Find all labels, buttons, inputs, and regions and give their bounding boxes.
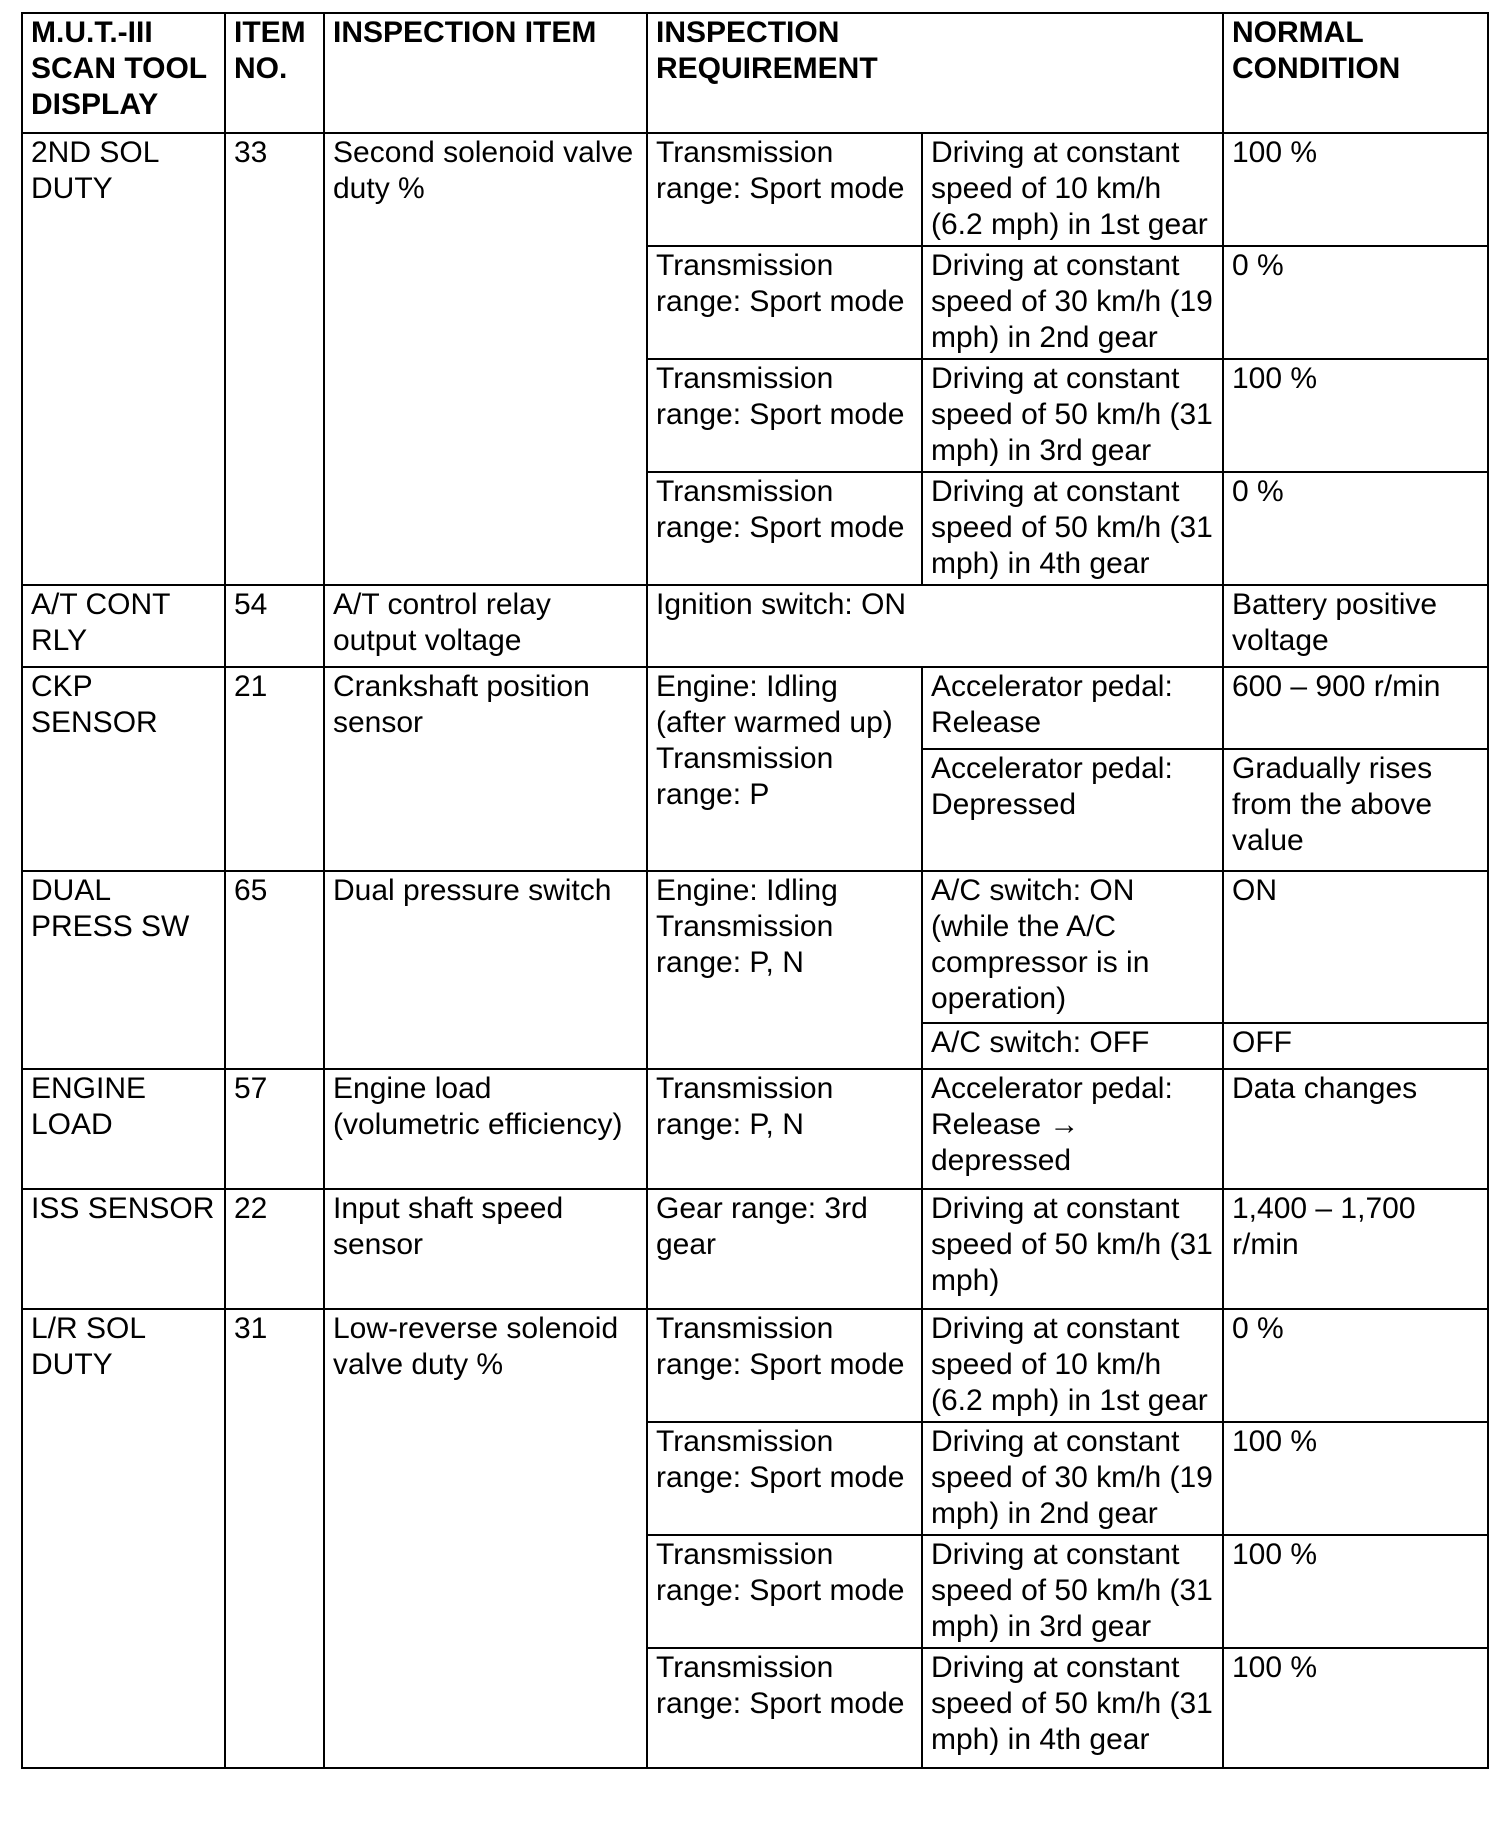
cell-inspection-item: Dual pressure switch	[324, 871, 647, 1069]
cell-inspection-item: Input shaft speed sensor	[324, 1189, 647, 1309]
cell-requirement: Transmission range: Sport mode	[647, 246, 922, 359]
cell-requirement: Engine: Idling (after warmed up) Transmission range: P	[647, 667, 922, 871]
cell-normal-condition: Data changes	[1223, 1069, 1488, 1189]
cell-inspection-item: Low-reverse solenoid valve duty %	[324, 1309, 647, 1768]
cell-display: ENGINE LOAD	[22, 1069, 225, 1189]
cell-normal-condition: Gradually rises from the above value	[1223, 749, 1488, 871]
cell-item-no: 21	[225, 667, 324, 871]
cell-requirement: Engine: Idling Transmission range: P, N	[647, 871, 922, 1069]
cell-normal-condition: 100 %	[1223, 1422, 1488, 1535]
table-row	[22, 1309, 1488, 1422]
cell-requirement: Transmission range: P, N	[647, 1069, 922, 1189]
cell-display: 2ND SOL DUTY	[22, 133, 225, 585]
cell-requirement: Transmission range: Sport mode	[647, 1422, 922, 1535]
cell-condition-detail: Driving at constant speed of 30 km/h (19 mph) in 2nd gear	[922, 1422, 1223, 1535]
cell-item-no: 54	[225, 585, 324, 667]
cell-condition-detail: Driving at constant speed of 50 km/h (31 mph)	[922, 1189, 1223, 1309]
cell-condition-detail: Driving at constant speed of 50 km/h (31 mph) in 4th gear	[922, 1648, 1223, 1768]
cell-display: A/T CONT RLY	[22, 585, 225, 667]
cell-normal-condition: 100 %	[1223, 1535, 1488, 1648]
cell-item-no: 57	[225, 1069, 324, 1189]
cell-normal-condition: 600 – 900 r/min	[1223, 667, 1488, 749]
cell-inspection-item: Crankshaft position sensor	[324, 667, 647, 871]
cell-condition-detail: Driving at constant speed of 30 km/h (19 mph) in 2nd gear	[922, 246, 1223, 359]
cell-item-no: 65	[225, 871, 324, 1069]
cell-normal-condition: OFF	[1223, 1023, 1488, 1069]
cell-normal-condition: 100 %	[1223, 133, 1488, 246]
cell-condition-detail: Driving at constant speed of 10 km/h (6.2 mph) in 1st gear	[922, 133, 1223, 246]
cell-condition-detail: Accelerator pedal: Release	[922, 667, 1223, 749]
cell-requirement: Transmission range: Sport mode	[647, 1648, 922, 1768]
cell-condition-detail: Driving at constant speed of 50 km/h (31 mph) in 3rd gear	[922, 359, 1223, 472]
cell-normal-condition: 100 %	[1223, 1648, 1488, 1768]
header-display: M.U.T.-III SCAN TOOL DISPLAY	[22, 13, 225, 133]
header-requirement: INSPECTION REQUIREMENT	[647, 13, 1223, 133]
cell-requirement: Transmission range: Sport mode	[647, 1535, 922, 1648]
cell-condition-detail: Driving at constant speed of 10 km/h (6.2 mph) in 1st gear	[922, 1309, 1223, 1422]
cell-normal-condition: 100 %	[1223, 359, 1488, 472]
cell-requirement: Transmission range: Sport mode	[647, 1309, 922, 1422]
cell-display: ISS SENSOR	[22, 1189, 225, 1309]
table-row	[22, 585, 1488, 667]
cell-item-no: 31	[225, 1309, 324, 1768]
cell-normal-condition: 0 %	[1223, 472, 1488, 585]
cell-requirement: Transmission range: Sport mode	[647, 133, 922, 246]
table-row	[22, 133, 1488, 246]
cell-display: DUAL PRESS SW	[22, 871, 225, 1069]
cell-condition-detail: A/C switch: ON (while the A/C compressor is in operation)	[922, 871, 1223, 1023]
cell-normal-condition: 0 %	[1223, 1309, 1488, 1422]
cell-display: L/R SOL DUTY	[22, 1309, 225, 1768]
header-normal-condition: NORMAL CONDITION	[1223, 13, 1488, 133]
table-row	[22, 667, 1488, 749]
cell-condition-detail: Driving at constant speed of 50 km/h (31 mph) in 4th gear	[922, 472, 1223, 585]
table-row	[22, 1189, 1488, 1309]
cell-item-no: 22	[225, 1189, 324, 1309]
cell-normal-condition: Battery positive voltage	[1223, 585, 1488, 667]
cell-normal-condition: ON	[1223, 871, 1488, 1023]
cell-inspection-item: A/T control relay output voltage	[324, 585, 647, 667]
cell-requirement: Gear range: 3rd gear	[647, 1189, 922, 1309]
header-inspection-item: INSPECTION ITEM	[324, 13, 647, 133]
cell-requirement: Transmission range: Sport mode	[647, 472, 922, 585]
cell-display: CKP SENSOR	[22, 667, 225, 871]
cell-normal-condition: 1,400 – 1,700 r/min	[1223, 1189, 1488, 1309]
table-row	[22, 871, 1488, 1023]
cell-condition-detail: A/C switch: OFF	[922, 1023, 1223, 1069]
cell-inspection-item: Second solenoid valve duty %	[324, 133, 647, 585]
header-item-no: ITEM NO.	[225, 13, 324, 133]
cell-condition-detail: Accelerator pedal: Depressed	[922, 749, 1223, 871]
cell-requirement: Ignition switch: ON	[647, 585, 1223, 667]
cell-condition-detail: Accelerator pedal: Release → depressed	[922, 1069, 1223, 1189]
table-row	[22, 1069, 1488, 1189]
table-header-row	[22, 13, 1488, 133]
cell-normal-condition: 0 %	[1223, 246, 1488, 359]
cell-inspection-item: Engine load (volumetric efficiency)	[324, 1069, 647, 1189]
cell-item-no: 33	[225, 133, 324, 585]
cell-condition-detail: Driving at constant speed of 50 km/h (31 mph) in 3rd gear	[922, 1535, 1223, 1648]
inspection-table	[21, 12, 1489, 1769]
cell-requirement: Transmission range: Sport mode	[647, 359, 922, 472]
